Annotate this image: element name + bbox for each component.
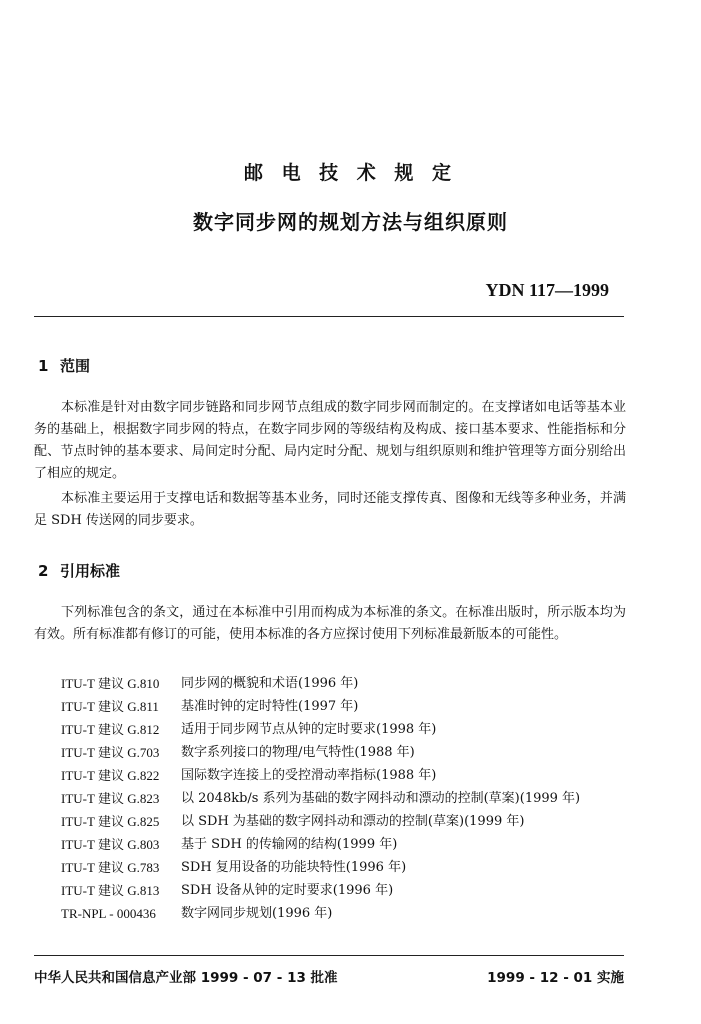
approval-line: 中华人民共和国信息产业部 1999 - 07 - 13 批准	[34, 970, 338, 986]
reference-title: 同步网的概貌和术语(1996 年)	[181, 676, 359, 691]
reference-title: 数字系列接口的物理/电气特性(1988 年)	[181, 745, 415, 760]
reference-item	[61, 856, 631, 879]
reference-item	[61, 672, 631, 695]
reference-title: 基于 SDH 的传输网的结构(1999 年)	[181, 837, 398, 852]
scope-paragraph-2: 本标准主要运用于支撑电话和数据等基本业务，同时还能支撑传真、图像和无线等多种业务，并满足 SDH 传送网的同步要求。	[34, 491, 626, 528]
reference-item	[61, 718, 631, 741]
reference-code: ITU-T 建议 G.812	[61, 722, 160, 737]
reference-code: ITU-T 建议 G.803	[61, 837, 160, 852]
section-title: 范围	[60, 357, 91, 375]
section-title: 引用标准	[60, 562, 121, 580]
reference-item	[61, 787, 631, 810]
reference-list	[61, 672, 631, 925]
reference-code: ITU-T 建议 G.822	[61, 768, 160, 783]
reference-code: ITU-T 建议 G.703	[61, 745, 160, 760]
effective-date: 1999 - 12 - 01 实施	[487, 970, 624, 986]
section-number: 2	[38, 562, 49, 580]
header-divider	[34, 316, 624, 317]
references-intro-paragraph: 下列标准包含的条文，通过在本标准中引用而构成为本标准的条文。在标准出版时，所示版本均为有效。所有标准都有修订的可能，使用本标准的各方应探讨使用下列标准最新版本的可能性。	[34, 605, 626, 642]
reference-item	[61, 764, 631, 787]
reference-code: ITU-T 建议 G.823	[61, 791, 160, 806]
reference-title: 以 2048kb/s 系列为基础的数字网抖动和漂动的控制(草案)(1999 年)	[181, 791, 581, 806]
section-number: 1	[38, 357, 49, 375]
scope-paragraph-1: 本标准是针对由数字同步链路和同步网节点组成的数字同步网而制定的。在支撑诸如电话等基本业务的基础上，根据数字同步网的特点，在数字同步网的等级结构及构成、接口基本要求、性能指标和分配、节点时钟的基本要求、局间定时分配、局内定时分配、规划与组织原则和维护管理等方面分别给出了相应的规定。	[34, 400, 626, 481]
section-heading-references	[38, 560, 120, 581]
reference-title: 国际数字连接上的受控滑动率指标(1988 年)	[181, 768, 437, 783]
reference-title: 适用于同步网节点从钟的定时要求(1998 年)	[181, 722, 437, 737]
reference-item	[61, 879, 631, 902]
reference-code: ITU-T 建议 G.825	[61, 814, 160, 829]
section-heading-scope	[38, 355, 90, 376]
reference-item	[61, 695, 631, 718]
reference-item	[61, 902, 631, 925]
document-title: 数字同步网的规划方法与组织原则	[193, 210, 508, 234]
standard-code: YDN 117—1999	[485, 280, 609, 300]
reference-code: ITU-T 建议 G.783	[61, 860, 160, 875]
reference-title: SDH 复用设备的功能块特性(1996 年)	[181, 860, 407, 875]
document-category: 邮 电 技 术 规 定	[243, 162, 458, 184]
footer-divider	[34, 955, 624, 956]
reference-item	[61, 741, 631, 764]
reference-code: TR-NPL - 000436	[61, 906, 156, 921]
reference-code: ITU-T 建议 G.813	[61, 883, 160, 898]
reference-item	[61, 833, 631, 856]
reference-item	[61, 810, 631, 833]
reference-title: 基准时钟的定时特性(1997 年)	[181, 699, 359, 714]
reference-code: ITU-T 建议 G.810	[61, 676, 160, 691]
reference-title: 以 SDH 为基础的数字网抖动和漂动的控制(草案)(1999 年)	[181, 814, 525, 829]
reference-code: ITU-T 建议 G.811	[61, 699, 159, 714]
reference-title: 数字网同步规划(1996 年)	[181, 906, 333, 921]
reference-title: SDH 设备从钟的定时要求(1996 年)	[181, 883, 394, 898]
